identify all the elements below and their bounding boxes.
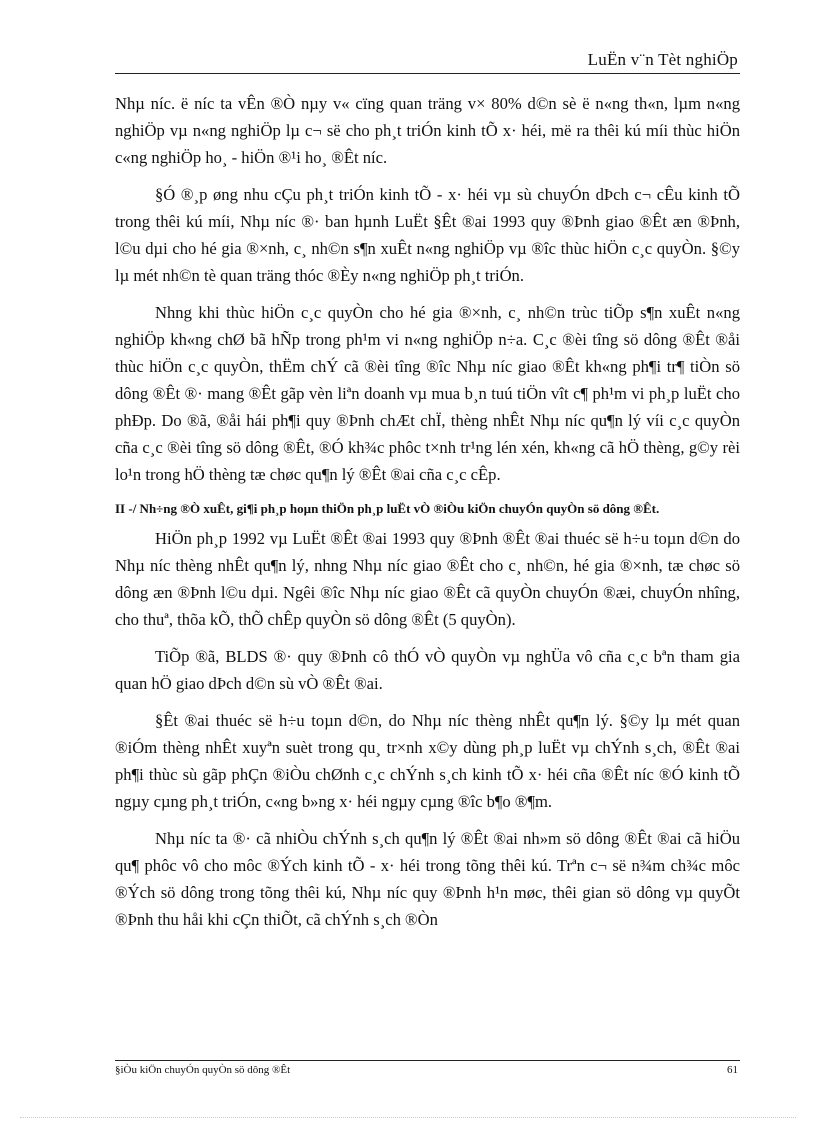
page-body [115,90,740,943]
footer-rule [115,1060,740,1061]
paragraph-1: Nhµ níc. ë níc ta vÊn ®Ò nµy v« cïng quan träng v× 80% d©n sè ë n«ng th«n, lµm n«ng nghiÖp vµ n«ng nghiÖp lµ c¬ së cho ph¸t triÓn kinh tÕ x· héi, më ra thêi kú míi thùc hiÖn c«ng nghiÖp ho¸ - hiÖn ®¹i ho¸ ®Êt níc. [115,94,740,167]
paragraph-5: TiÕp ®ã, BLDS ®· quy ®Þnh cô thÓ vÒ quyÒn vµ nghÜa vô cña c¸c bªn tham gia quan hÖ giao dÞch d©n sù vÒ ®Êt ®ai. [115,647,740,693]
header-title: LuËn v¨n Tèt nghiÖp [587,50,738,69]
page-edge [20,1117,796,1118]
paragraph-6: §Êt ®ai thuéc së h÷u toµn d©n, do Nhµ níc thèng nhÊt qu¶n lý. §©y lµ mét quan ®iÓm thèng nhÊt xuyªn suèt trong qu¸ tr×nh x©y dùng ph¸p luËt vµ chÝnh s¸ch, ®Êt ®ai ph¶i thùc sù gãp phÇn ®iÒu chØnh c¸c chÝnh s¸ch kinh tÕ x· héi cña ®Êt níc ®Ó kinh tÕ ngµy cµng ph¸t triÓn, c«ng b»ng x· héi ngµy cµng ®îc b¶o ®¶m. [115,711,740,811]
page-number: 61 [727,1064,738,1076]
header-rule [115,73,740,74]
paragraph-3: Nhng khi thùc hiÖn c¸c quyÒn cho hé gia ®×nh, c¸ nh©n trùc tiÕp s¶n xuÊt n«ng nghiÖp kh«ng chØ bã hÑp trong ph¹m vi n«ng nghiÖp n÷a. C¸c ®èi tîng sö dông ®Êt ®åi thùc hiÖn c¸c quyÒn, thËm chÝ cã ®èi tîng ®îc Nhµ níc giao ®Êt kh«ng ph¶i tr¶ tiÒn sö dông ®Êt ®· mang ®Êt gãp vèn liªn doanh vµ mua b¸n tuú tiÖn vît c¶ ph¹m vi ph¸p luËt cho phÐp. Do ®ã, ®åi hái ph¶i quy ®Þnh chÆt chÏ, thèng nhÊt Nhµ níc qu¶n lý víi c¸c quyÒn cña c¸c ®èi tîng sö dông ®Êt, ®Ó kh¾c phôc t×nh tr¹ng lén xén, kh«ng cã hÖ thèng, g©y rèi lo¹n trong hÖ thèng tæ chøc qu¶n lý ®Êt ®ai cña c¸c cÊp. [115,303,740,484]
footer-text: §iÒu kiÖn chuyÓn quyÒn sö dông ®Êt [115,1064,291,1076]
paragraph-7: Nhµ níc ta ®· cã nhiÒu chÝnh s¸ch qu¶n lý ®Êt ®ai nh»m sö dông ®Êt ®ai cã hiÖu qu¶ phôc vô cho môc ®Ých kinh tÕ - x· héi trong tõng thêi kú. Trªn c¬ së n¾m ch¾c môc ®Ých sö dông trong tõng thêi kú, Nhµ níc quy ®Þnh h¹n møc, thêi gian sö dông vµ quyÕt ®Þnh thu håi khi cÇn thiÕt, cã chÝnh s¸ch ®Òn [115,829,740,929]
paragraph-2: §Ó ®¸p øng nhu cÇu ph¸t triÓn kinh tÕ - x· héi vµ sù chuyÓn dÞch c¬ cÊu kinh tÕ trong thêi kú míi, Nhµ níc ®· ban hµnh LuËt §Êt ®ai 1993 quy ®Þnh giao ®Êt æn ®Þnh, l©u dµi cho hé gia ®×nh, c¸ nh©n s¶n xuÊt n«ng nghiÖp vµ ®îc thùc hiÖn c¸c quyÒn. §©y lµ mét nh©n tè quan träng thóc ®Èy n«ng nghiÖp ph¸t triÓn. [115,185,740,285]
paragraph-4: HiÖn ph¸p 1992 vµ LuËt ®Êt ®ai 1993 quy ®Þnh ®Êt ®ai thuéc së h÷u toµn d©n do Nhµ níc thèng nhÊt qu¶n lý, nhng Nhµ níc giao ®Êt cho c¸ nh©n, hé gia ®×nh, tæ chøc sö dông æn ®Þnh l©u dµi. Ngêi ®îc Nhµ níc giao ®Êt cã quyÒn chuyÓn ®æi, chuyÓn nhîng, cho thuª, thõa kÕ, thÕ chÊp quyÒn sö dông ®Êt (5 quyÒn). [115,529,740,629]
section-heading: II -/ Nh÷ng ®Ò xuÊt, gi¶i ph¸p hoµn thiÖn ph¸p luËt vÒ ®iÒu kiÖn chuyÓn quyÒn sö dông ®Êt. [115,501,660,516]
